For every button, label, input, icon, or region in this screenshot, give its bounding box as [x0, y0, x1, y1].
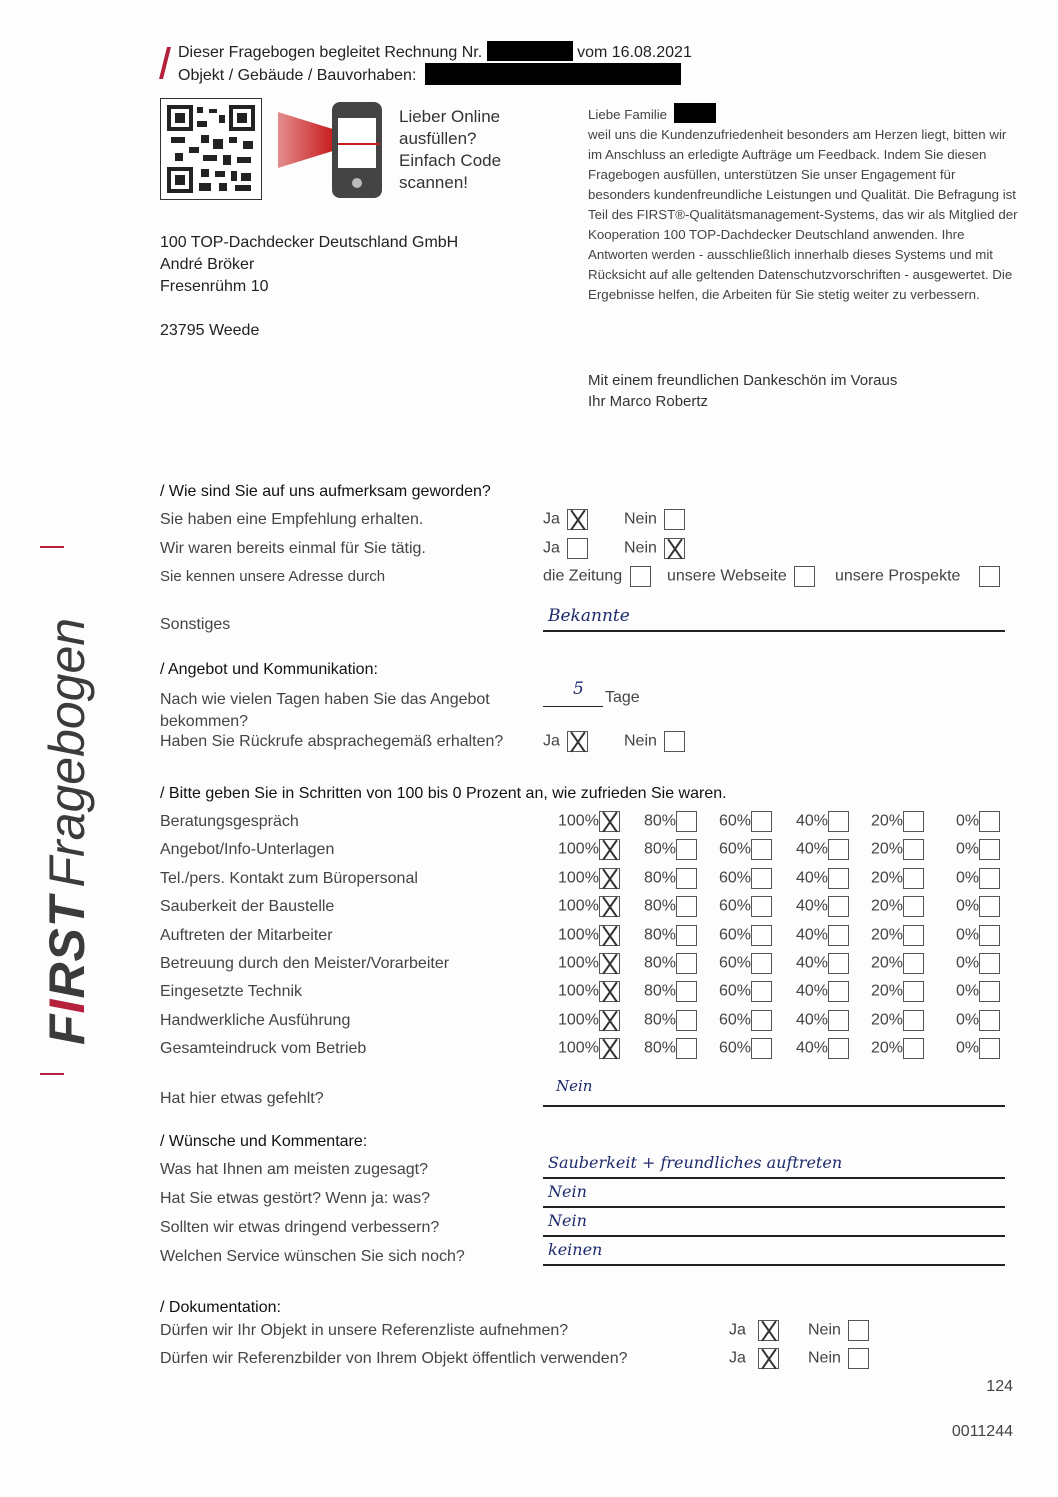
rating-checkbox[interactable] [751, 811, 772, 832]
rating-checkbox[interactable] [828, 839, 849, 860]
rating-option[interactable] [871, 868, 924, 889]
rating-checkbox[interactable] [751, 839, 772, 860]
comment-answer[interactable]: Nein [548, 1211, 587, 1230]
rating-option-label: 0% [956, 841, 980, 859]
rating-option[interactable] [719, 868, 772, 889]
first-fragebogen-logo [38, 618, 96, 1045]
missing-answer[interactable]: Nein [556, 1077, 593, 1095]
rating-checkbox[interactable] [599, 811, 620, 832]
rating-option[interactable] [956, 839, 1000, 860]
online-hint [399, 106, 539, 194]
rating-option[interactable] [796, 953, 849, 974]
rating-option[interactable] [558, 981, 620, 1002]
rating-option[interactable] [719, 1038, 772, 1059]
rating-option-label: 60% [719, 926, 752, 944]
other-answer[interactable]: Bekannte [548, 606, 630, 626]
newspaper-label: die Zeitung [543, 567, 623, 585]
rating-checkbox[interactable] [979, 981, 1000, 1002]
rating-checkbox[interactable] [751, 981, 772, 1002]
rating-checkbox[interactable] [676, 811, 697, 832]
letter-closing [588, 370, 897, 412]
question-reference-list: Dürfen wir Ihr Objekt in unsere Referenzliste aufnehmen? [160, 1322, 569, 1339]
rating-option[interactable] [719, 811, 772, 832]
rating-option-label: 80% [644, 841, 677, 859]
recommendation-ja-option[interactable] [543, 509, 588, 530]
rating-label: Handwerkliche Ausführung [160, 1011, 351, 1029]
reference-images-ja-checkbox[interactable] [758, 1348, 779, 1369]
rating-option[interactable] [871, 811, 924, 832]
rating-checkbox[interactable] [751, 896, 772, 917]
rating-option[interactable] [871, 925, 924, 946]
source-website-option[interactable] [667, 566, 815, 587]
question-address-source: Sie kennen unsere Adresse durch [160, 568, 386, 585]
rating-option-label: 60% [719, 841, 752, 859]
rating-checkbox[interactable] [676, 981, 697, 1002]
rating-label: Beratungsgespräch [160, 813, 299, 830]
rating-option-label: 80% [644, 1011, 677, 1029]
rating-option[interactable] [796, 839, 849, 860]
rating-checkbox[interactable] [828, 811, 849, 832]
rating-option[interactable] [558, 925, 620, 946]
rating-checkbox[interactable] [751, 953, 772, 974]
comment-answer-line [543, 1177, 1005, 1179]
section-title-awareness: / Wie sind Sie auf uns aufmerksam geworden? [160, 483, 491, 500]
rating-option[interactable] [956, 925, 1000, 946]
rating-label: Auftreten der Mitarbeiter [160, 926, 333, 944]
rating-checkbox[interactable] [903, 839, 924, 860]
callbacks-ja-checkbox[interactable] [567, 731, 588, 752]
rating-checkbox[interactable] [676, 953, 697, 974]
rating-checkbox[interactable] [979, 1010, 1000, 1031]
rating-option-label: 80% [644, 1039, 677, 1057]
rating-checkbox[interactable] [979, 925, 1000, 946]
rating-checkbox[interactable] [828, 1010, 849, 1031]
rating-checkbox[interactable] [828, 925, 849, 946]
rating-checkbox[interactable] [676, 896, 697, 917]
rating-option-label: 20% [871, 1011, 904, 1029]
rating-checkbox[interactable] [599, 953, 620, 974]
rating-option-label: 40% [796, 1011, 829, 1029]
rating-option[interactable] [719, 925, 772, 946]
rating-option-label: 0% [956, 897, 980, 915]
rating-checkbox[interactable] [979, 1038, 1000, 1059]
rating-option[interactable] [871, 981, 924, 1002]
nein-label: Nein [808, 1321, 841, 1339]
reference-images-nein-checkbox[interactable] [848, 1348, 869, 1369]
rating-option[interactable] [871, 1010, 924, 1031]
rating-checkbox[interactable] [751, 1010, 772, 1031]
rating-option-label: 20% [871, 841, 904, 859]
rating-option-label: 0% [956, 1039, 980, 1057]
rating-option[interactable] [558, 896, 620, 917]
rating-option[interactable] [796, 868, 849, 889]
rating-option[interactable] [871, 953, 924, 974]
rating-option[interactable] [644, 953, 697, 974]
rating-checkbox[interactable] [903, 925, 924, 946]
logo-first-text: FIRST [39, 895, 95, 1045]
rating-option[interactable] [956, 811, 1000, 832]
phone-scan-icon [332, 102, 382, 198]
rating-checkbox[interactable] [828, 896, 849, 917]
rating-option[interactable] [558, 811, 620, 832]
scan-beam-icon [278, 112, 332, 168]
rating-option[interactable] [644, 1010, 697, 1031]
rating-option-label: 80% [644, 983, 677, 1001]
comment-answer[interactable]: Nein [548, 1182, 587, 1201]
rating-option[interactable] [558, 1038, 620, 1059]
website-label: unsere Webseite [667, 567, 787, 585]
rating-label: Sauberkeit der Baustelle [160, 898, 335, 916]
rating-option[interactable] [644, 1038, 697, 1059]
rating-checkbox[interactable] [751, 868, 772, 889]
rating-checkbox[interactable] [599, 1010, 620, 1031]
rating-option-label: 80% [644, 954, 677, 972]
rating-option[interactable] [956, 981, 1000, 1002]
rating-option[interactable] [644, 981, 697, 1002]
rating-checkbox[interactable] [828, 981, 849, 1002]
rating-checkbox[interactable] [599, 981, 620, 1002]
rating-option[interactable] [719, 1010, 772, 1031]
rating-option-label: 100% [558, 897, 599, 915]
offer-days-line [543, 706, 603, 707]
rating-option-label: 0% [956, 812, 980, 830]
rating-checkbox[interactable] [903, 896, 924, 917]
source-brochures-checkbox[interactable] [979, 566, 1000, 587]
reference-list-nein-option[interactable] [808, 1320, 869, 1341]
rating-checkbox[interactable] [903, 1038, 924, 1059]
rating-checkbox[interactable] [599, 925, 620, 946]
rating-checkbox[interactable] [599, 868, 620, 889]
header-accent-slash [159, 47, 171, 79]
rating-option-label: 100% [558, 869, 599, 887]
comment-question: Sollten wir etwas dringend verbessern? [160, 1219, 440, 1236]
rating-checkbox[interactable] [676, 925, 697, 946]
sidebar-accent-tick [40, 1073, 64, 1075]
closing-signature: Ihr Marco Robertz [588, 393, 709, 410]
rating-option-label: 60% [719, 983, 752, 1001]
question-offer-days: Nach wie vielen Tagen haben Sie das Angebot bekommen? [160, 691, 490, 730]
rating-option-label: 100% [558, 983, 599, 1001]
previous-work-ja-option[interactable] [543, 538, 588, 559]
rating-checkbox[interactable] [903, 981, 924, 1002]
question-callbacks: Haben Sie Rückrufe absprachegemäß erhalten? [160, 733, 504, 750]
nein-label: Nein [624, 732, 657, 750]
logo-first [39, 896, 95, 1045]
ja-label: Ja [543, 510, 560, 528]
rating-option-label: 60% [719, 869, 752, 887]
nein-label: Nein [624, 539, 657, 557]
comment-answer-line [543, 1206, 1005, 1208]
rating-option-label: 40% [796, 1039, 829, 1057]
comment-answer[interactable]: keinen [548, 1240, 603, 1259]
rating-option-label: 80% [644, 926, 677, 944]
section-title-satisfaction: / Bitte geben Sie in Schritten von 100 bis 0 Prozent an, wie zufrieden Sie waren. [160, 785, 727, 802]
missing-answer-line [543, 1105, 1005, 1107]
ja-label: Ja [543, 732, 560, 750]
closing-line: Mit einem freundlichen Dankeschön im Voraus [588, 372, 898, 389]
rating-checkbox[interactable] [903, 868, 924, 889]
source-newspaper-checkbox[interactable] [630, 566, 651, 587]
callbacks-nein-checkbox[interactable] [664, 731, 685, 752]
recipient-name: André Bröker [160, 256, 255, 273]
rating-option[interactable] [796, 925, 849, 946]
rating-option-label: 40% [796, 841, 829, 859]
comment-answer-line [543, 1264, 1005, 1266]
letter-greeting: Liebe Familie [588, 107, 668, 122]
comment-answer[interactable]: Sauberkeit + freundliches auftreten [548, 1153, 843, 1172]
rating-option-label: 20% [871, 812, 904, 830]
other-answer-line [543, 630, 1005, 632]
rating-checkbox[interactable] [979, 868, 1000, 889]
rating-option[interactable] [558, 953, 620, 974]
page-number: 124 [986, 1378, 1013, 1395]
rating-option-label: 60% [719, 1039, 752, 1057]
rating-option-label: 100% [558, 926, 599, 944]
rating-option-label: 80% [644, 812, 677, 830]
rating-option-label: 60% [719, 954, 752, 972]
rating-option[interactable] [644, 839, 697, 860]
ja-label: Ja [543, 539, 560, 557]
letter-body: weil uns die Kundenzufriedenheit besonders am Herzen liegt, bitten wir im Anschluss an erledigte Aufträge um Feedback. Indem Sie diesen Fragebogen ausfüllen, unterstützen Sie unser Engagement für besonders kundenfreundliche Leistungen und Qualität. Die Befragung ist Teil des FIRST®-Qualitätsmanagement-Systems, das wir als Mitglied der Kooperation 100 TOP-Dachdecker Deutschland anwenden. Ihre Antworten werden - ausschließlich innerhalb dieses Systems und mit Rücksicht auf alle geltenden Datenschutzvorschriften - ausgewertet. Die Ergebnisse helfen, die Arbeiten für Sie stetig weiter zu verbessern. [588, 127, 1018, 302]
rating-option-label: 40% [796, 897, 829, 915]
nein-label: Nein [624, 510, 657, 528]
rating-option-label: 20% [871, 897, 904, 915]
previous-work-nein-checkbox[interactable] [664, 538, 685, 559]
rating-checkbox[interactable] [903, 811, 924, 832]
source-website-checkbox[interactable] [794, 566, 815, 587]
rating-checkbox[interactable] [979, 811, 1000, 832]
recommendation-nein-checkbox[interactable] [664, 509, 685, 530]
logo-fragebogen: Fragebogen [39, 617, 95, 888]
rating-option-label: 60% [719, 812, 752, 830]
reference-list-ja-checkbox[interactable] [758, 1320, 779, 1341]
question-reference-images: Dürfen wir Referenzbilder von Ihrem Objekt öffentlich verwenden? [160, 1350, 628, 1367]
recommendation-ja-checkbox[interactable] [567, 509, 588, 530]
question-recommendation: Sie haben eine Empfehlung erhalten. [160, 511, 424, 528]
redacted-object [425, 63, 681, 85]
reference-list-nein-checkbox[interactable] [848, 1320, 869, 1341]
rating-checkbox[interactable] [676, 1010, 697, 1031]
rating-checkbox[interactable] [676, 868, 697, 889]
rating-option[interactable] [871, 839, 924, 860]
rating-option[interactable] [644, 896, 697, 917]
rating-option-label: 80% [644, 869, 677, 887]
rating-option[interactable] [956, 1038, 1000, 1059]
online-hint-line: ausfüllen? [399, 129, 477, 148]
rating-checkbox[interactable] [979, 953, 1000, 974]
rating-checkbox[interactable] [599, 1038, 620, 1059]
document-id: 0011244 [951, 1423, 1013, 1440]
rating-option-label: 100% [558, 1011, 599, 1029]
rating-option[interactable] [644, 868, 697, 889]
rating-option[interactable] [644, 925, 697, 946]
rating-option-label: 0% [956, 926, 980, 944]
invoice-label: Dieser Fragebogen begleitet Rechnung Nr. [178, 44, 483, 61]
reference-images-ja-option[interactable] [729, 1348, 779, 1369]
rating-label: Eingesetzte Technik [160, 983, 303, 1001]
online-hint-line: Einfach Code [399, 151, 502, 170]
section-title-documentation: / Dokumentation: [160, 1299, 281, 1316]
rating-checkbox[interactable] [979, 839, 1000, 860]
redacted-invoice-number [487, 41, 573, 61]
callbacks-ja-option[interactable] [543, 731, 588, 752]
rating-checkbox[interactable] [828, 868, 849, 889]
rating-option[interactable] [558, 868, 620, 889]
callbacks-nein-option[interactable] [624, 731, 685, 752]
rating-option-label: 0% [956, 954, 980, 972]
redacted-family-name [674, 103, 716, 123]
rating-option-label: 60% [719, 1011, 752, 1029]
comment-answer-line [543, 1235, 1005, 1237]
qr-code-icon[interactable] [160, 98, 262, 200]
recipient-company: 100 TOP-Dachdecker Deutschland GmbH [160, 234, 459, 251]
rating-option-label: 40% [796, 812, 829, 830]
rating-option-label: 40% [796, 954, 829, 972]
rating-option[interactable] [796, 1010, 849, 1031]
rating-option-label: 40% [796, 869, 829, 887]
rating-checkbox[interactable] [676, 839, 697, 860]
nein-label: Nein [808, 1349, 841, 1367]
source-newspaper-option[interactable] [543, 566, 651, 587]
rating-option[interactable] [871, 896, 924, 917]
sidebar-accent-tick [40, 546, 64, 548]
rating-checkbox[interactable] [676, 1038, 697, 1059]
rating-label: Betreuung durch den Meister/Vorarbeiter [160, 955, 450, 972]
rating-option-label: 20% [871, 926, 904, 944]
question-previous-work: Wir waren bereits einmal für Sie tätig. [160, 540, 426, 557]
rating-checkbox[interactable] [599, 896, 620, 917]
rating-option[interactable] [719, 896, 772, 917]
section-title-comments: / Wünsche und Kommentare: [160, 1133, 368, 1150]
question-other: Sonstiges [160, 616, 231, 633]
rating-option[interactable] [796, 811, 849, 832]
reference-list-ja-option[interactable] [729, 1320, 779, 1341]
section-title-offer: / Angebot und Kommunikation: [160, 661, 378, 678]
rating-option-label: 80% [644, 897, 677, 915]
previous-work-ja-checkbox[interactable] [567, 538, 588, 559]
rating-checkbox[interactable] [751, 1038, 772, 1059]
recipient-address [160, 232, 458, 342]
cover-letter [588, 103, 1028, 305]
rating-option[interactable] [558, 839, 620, 860]
rating-option-label: 20% [871, 1039, 904, 1057]
previous-work-nein-option[interactable] [624, 538, 685, 559]
recommendation-nein-option[interactable] [624, 509, 685, 530]
scan-line-icon [338, 143, 380, 145]
rating-option[interactable] [956, 953, 1000, 974]
offer-days-unit: Tage [605, 689, 640, 706]
rating-option[interactable] [871, 1038, 924, 1059]
rating-checkbox[interactable] [599, 839, 620, 860]
rating-checkbox[interactable] [751, 925, 772, 946]
rating-checkbox[interactable] [828, 953, 849, 974]
rating-option-label: 100% [558, 1039, 599, 1057]
rating-label: Tel./pers. Kontakt zum Büropersonal [160, 869, 418, 887]
rating-option-label: 40% [796, 983, 829, 1001]
source-brochures-option[interactable] [835, 566, 1000, 587]
rating-checkbox[interactable] [903, 1010, 924, 1031]
rating-option[interactable] [719, 839, 772, 860]
rating-checkbox[interactable] [903, 953, 924, 974]
invoice-date: vom 16.08.2021 [577, 44, 692, 61]
rating-label: Angebot/Info-Unterlagen [160, 841, 335, 859]
rating-option[interactable] [796, 981, 849, 1002]
online-hint-line: scannen! [399, 173, 468, 192]
recipient-street: Fresenrühm 10 [160, 278, 269, 295]
rating-option-label: 20% [871, 869, 904, 887]
recipient-city: 23795 Weede [160, 322, 260, 339]
rating-option[interactable] [719, 981, 772, 1002]
rating-option[interactable] [956, 868, 1000, 889]
comment-question: Welchen Service wünschen Sie sich noch? [160, 1248, 465, 1265]
rating-option-label: 40% [796, 926, 829, 944]
rating-option-label: 0% [956, 869, 980, 887]
rating-option-label: 0% [956, 983, 980, 1001]
online-hint-line: Lieber Online [399, 107, 501, 126]
rating-option[interactable] [956, 1010, 1000, 1031]
rating-option-label: 0% [956, 1011, 980, 1029]
offer-days-answer[interactable]: 5 [573, 679, 584, 699]
rating-option[interactable] [796, 1038, 849, 1059]
rating-option[interactable] [956, 896, 1000, 917]
object-label: Objekt / Gebäude / Bauvorhaben: [178, 67, 417, 84]
rating-option-label: 100% [558, 812, 599, 830]
ja-label: Ja [729, 1321, 746, 1339]
rating-option[interactable] [644, 811, 697, 832]
rating-checkbox[interactable] [828, 1038, 849, 1059]
rating-checkbox[interactable] [979, 896, 1000, 917]
rating-option-label: 20% [871, 983, 904, 1001]
rating-option-label: 100% [558, 954, 599, 972]
reference-images-nein-option[interactable] [808, 1348, 869, 1369]
rating-option[interactable] [558, 1010, 620, 1031]
rating-label: Gesamteindruck vom Betrieb [160, 1040, 367, 1058]
comment-question: Hat Sie etwas gestört? Wenn ja: was? [160, 1190, 431, 1207]
ja-label: Ja [729, 1349, 746, 1367]
rating-option-label: 60% [719, 897, 752, 915]
brochures-label: unsere Prospekte [835, 567, 961, 585]
rating-option-label: 100% [558, 841, 599, 859]
question-missing: Hat hier etwas gefehlt? [160, 1090, 324, 1107]
rating-option[interactable] [796, 896, 849, 917]
object-line [178, 63, 681, 85]
rating-option-label: 20% [871, 954, 904, 972]
invoice-line [178, 41, 692, 62]
comment-question: Was hat Ihnen am meisten zugesagt? [160, 1161, 428, 1178]
rating-option[interactable] [719, 953, 772, 974]
